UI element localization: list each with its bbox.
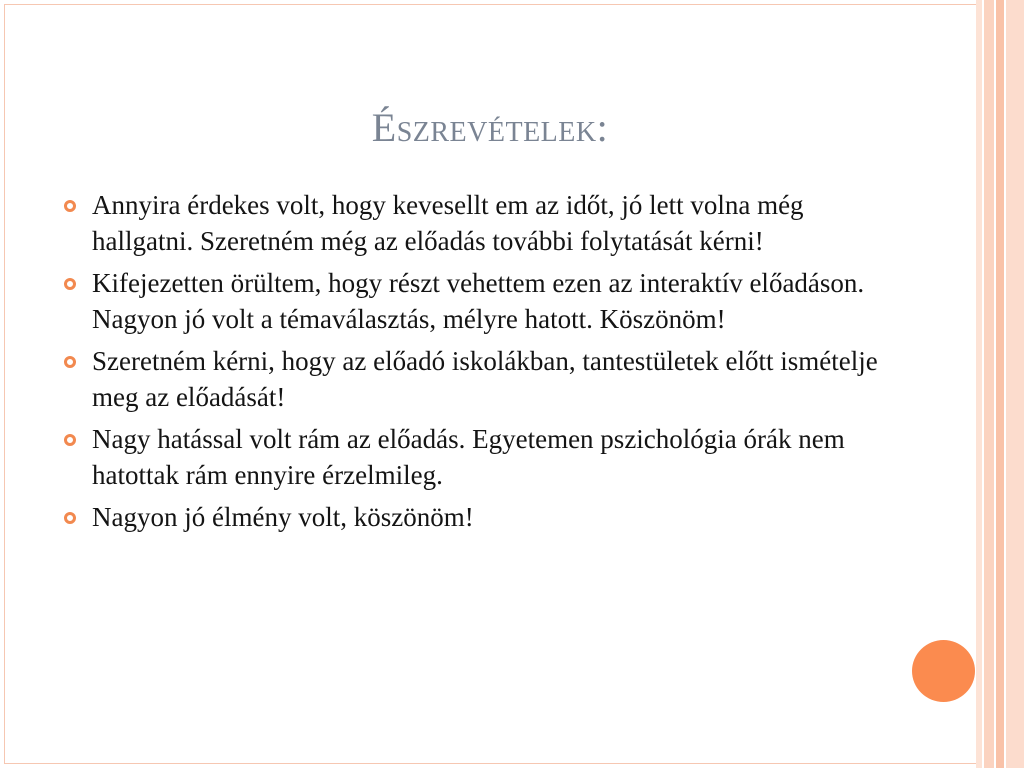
bullet-item: [62, 499, 892, 535]
bullet-item: [62, 421, 892, 493]
slide-title: Észrevételek:: [371, 105, 609, 150]
stripe: [984, 0, 994, 768]
slide-content: [62, 187, 892, 541]
circle-bullet-icon: [64, 278, 76, 290]
bullet-item: [62, 265, 892, 337]
bullet-text: Annyira érdekes volt, hogy kevesellt em az időt, jó lett volna még hallgatni. Szeretném még az előadás további folytatását kérni!: [92, 190, 804, 256]
decorative-circle: [912, 640, 975, 702]
bullet-text: Szeretném kérni, hogy az előadó iskolákban, tantestületek előtt ismételje meg az előadását!: [92, 346, 878, 412]
stripe: [1006, 0, 1024, 768]
bullet-text: Kifejezetten örültem, hogy részt vehettem ezen az interaktív előadáson. Nagyon jó volt a témaválasztás, mélyre hatott. Köszönöm!: [92, 268, 865, 334]
bullet-text: Nagy hatással volt rám az előadás. Egyetemen pszichológia órák nem hatottak rám ennyire érzelmileg.: [92, 424, 845, 490]
circle-bullet-icon: [64, 200, 76, 212]
circle-bullet-icon: [64, 434, 76, 446]
bullet-text: Nagyon jó élmény volt, köszönöm!: [92, 502, 474, 532]
bullet-list: [62, 187, 892, 535]
circle-bullet-icon: [64, 512, 76, 524]
stripe: [996, 0, 1004, 768]
bullet-item: [62, 187, 892, 259]
bullet-item: [62, 343, 892, 415]
decorative-stripes: [976, 0, 1024, 768]
circle-bullet-icon: [64, 356, 76, 368]
